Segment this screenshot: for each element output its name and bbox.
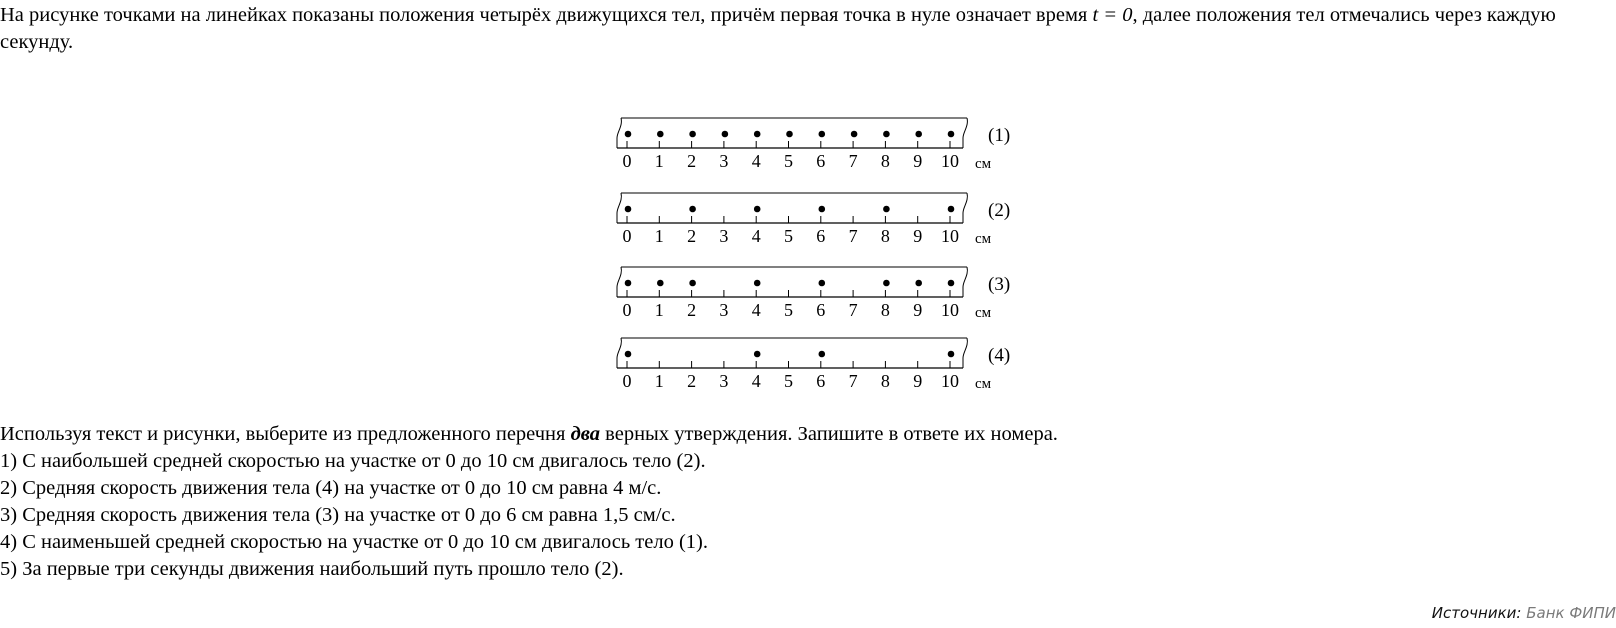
position-dot	[883, 280, 890, 287]
position-dot	[754, 280, 761, 287]
tick-label: 4	[751, 226, 761, 246]
tick-label: 10	[941, 371, 959, 391]
tick-label: 0	[622, 371, 632, 391]
tick-label: 10	[941, 151, 959, 171]
position-dot	[754, 351, 761, 358]
tick-label: 1	[654, 371, 664, 391]
tick-label: 8	[880, 151, 890, 171]
tick-label: 10	[941, 300, 959, 320]
tick-label: 4	[751, 300, 761, 320]
tick-label: 7	[848, 371, 858, 391]
unit-label: см	[975, 305, 992, 321]
source-line	[1432, 604, 1616, 622]
ruler-label: (4)	[988, 345, 1011, 366]
ruler-right-edge	[963, 118, 967, 148]
ruler-label: (1)	[988, 125, 1011, 146]
ruler-left-edge	[617, 267, 621, 297]
position-dot	[625, 131, 632, 138]
emphasis-two: два	[570, 423, 601, 445]
position-dot	[754, 206, 761, 213]
tick-label: 4	[751, 151, 761, 171]
ruler-1	[617, 118, 1010, 172]
position-dot	[625, 351, 632, 358]
ruler-left-edge	[617, 338, 621, 368]
tick-label: 2	[687, 151, 697, 171]
tick-label: 5	[784, 226, 793, 246]
position-dot	[915, 131, 922, 138]
option-4: 4) С наименьшей средней скоростью на участке от 0 до 10 см двигалось тело (1).	[0, 531, 708, 553]
tick-label: 9	[913, 151, 923, 171]
position-dot	[948, 206, 955, 213]
position-dot	[625, 206, 632, 213]
tick-label: 7	[848, 226, 858, 246]
tick-label: 6	[816, 226, 826, 246]
tick-label: 0	[622, 300, 632, 320]
task-prompt: Используя текст и рисунки, выберите из предложенного перечня два верных утверждения. Запишите в ответе их номера.	[0, 423, 1058, 445]
position-dot	[851, 131, 858, 138]
position-dot	[657, 280, 664, 287]
position-dot	[689, 280, 696, 287]
tick-label: 4	[751, 371, 761, 391]
position-dot	[819, 131, 826, 138]
intro-text-before: На рисунке точками на линейках показаны положения четырёх движущихся тел, причём первая точка в нуле означает время	[0, 4, 1093, 26]
tick-label: 0	[622, 226, 632, 246]
tick-label: 8	[880, 226, 890, 246]
ruler-left-edge	[617, 193, 621, 223]
position-dot	[625, 280, 632, 287]
ruler-4	[617, 338, 1010, 392]
position-dot	[819, 206, 826, 213]
position-dot	[689, 206, 696, 213]
unit-label: см	[975, 156, 992, 172]
position-dot	[754, 131, 761, 138]
tick-label: 3	[719, 371, 729, 391]
tick-label: 2	[687, 226, 697, 246]
position-dot	[689, 131, 696, 138]
intro-text-after: , далее положения тел отмечались через каждую секунду.	[0, 4, 1556, 53]
time-formula: t = 0	[1092, 4, 1133, 26]
tick-label: 6	[816, 300, 826, 320]
position-dot	[786, 131, 793, 138]
tick-label: 1	[654, 300, 664, 320]
source-label: Источники:	[1431, 604, 1522, 622]
position-dot	[722, 131, 729, 138]
tick-label: 10	[941, 226, 959, 246]
position-dot	[657, 131, 664, 138]
rulers-figure	[610, 112, 1040, 402]
tick-label: 2	[687, 371, 697, 391]
ruler-left-edge	[617, 118, 621, 148]
problem-intro	[0, 2, 1600, 56]
tick-label: 7	[848, 151, 858, 171]
tick-label: 6	[816, 371, 826, 391]
option-2: 2) Средняя скорость движения тела (4) на участке от 0 до 10 см равна 4 м/с.	[0, 477, 662, 499]
ruler-right-edge	[963, 193, 967, 223]
position-dot	[819, 280, 826, 287]
position-dot	[819, 351, 826, 358]
tick-label: 8	[880, 300, 890, 320]
tick-label: 8	[880, 371, 890, 391]
ruler-2	[617, 193, 1010, 247]
tick-label: 1	[654, 151, 664, 171]
ruler-label: (2)	[988, 200, 1011, 221]
tick-label: 9	[913, 226, 923, 246]
source-link[interactable]: Банк ФИПИ	[1526, 604, 1616, 622]
ruler-3	[617, 267, 1010, 321]
position-dot	[948, 131, 955, 138]
tick-label: 7	[848, 300, 858, 320]
unit-label: см	[975, 376, 992, 392]
unit-label: см	[975, 231, 992, 247]
tick-label: 0	[622, 151, 632, 171]
position-dot	[915, 280, 922, 287]
position-dot	[948, 351, 955, 358]
tick-label: 5	[784, 151, 793, 171]
tick-label: 9	[913, 371, 923, 391]
tick-label: 5	[784, 300, 793, 320]
task-block	[0, 421, 1058, 583]
tick-label: 3	[719, 151, 729, 171]
tick-label: 2	[687, 300, 697, 320]
position-dot	[948, 280, 955, 287]
tick-label: 6	[816, 151, 826, 171]
option-5: 5) За первые три секунды движения наибольший путь прошло тело (2).	[0, 558, 624, 580]
ruler-label: (3)	[988, 274, 1011, 295]
tick-label: 9	[913, 300, 923, 320]
ruler-right-edge	[963, 338, 967, 368]
position-dot	[883, 206, 890, 213]
option-3: 3) Средняя скорость движения тела (3) на участке от 0 до 6 см равна 1,5 см/с.	[0, 504, 676, 526]
tick-label: 3	[719, 226, 729, 246]
tick-label: 5	[784, 371, 793, 391]
ruler-right-edge	[963, 267, 967, 297]
option-1: 1) С наибольшей средней скоростью на участке от 0 до 10 см двигалось тело (2).	[0, 450, 706, 472]
rulers-diagram	[610, 112, 1040, 402]
tick-label: 1	[654, 226, 664, 246]
tick-label: 3	[719, 300, 729, 320]
position-dot	[883, 131, 890, 138]
